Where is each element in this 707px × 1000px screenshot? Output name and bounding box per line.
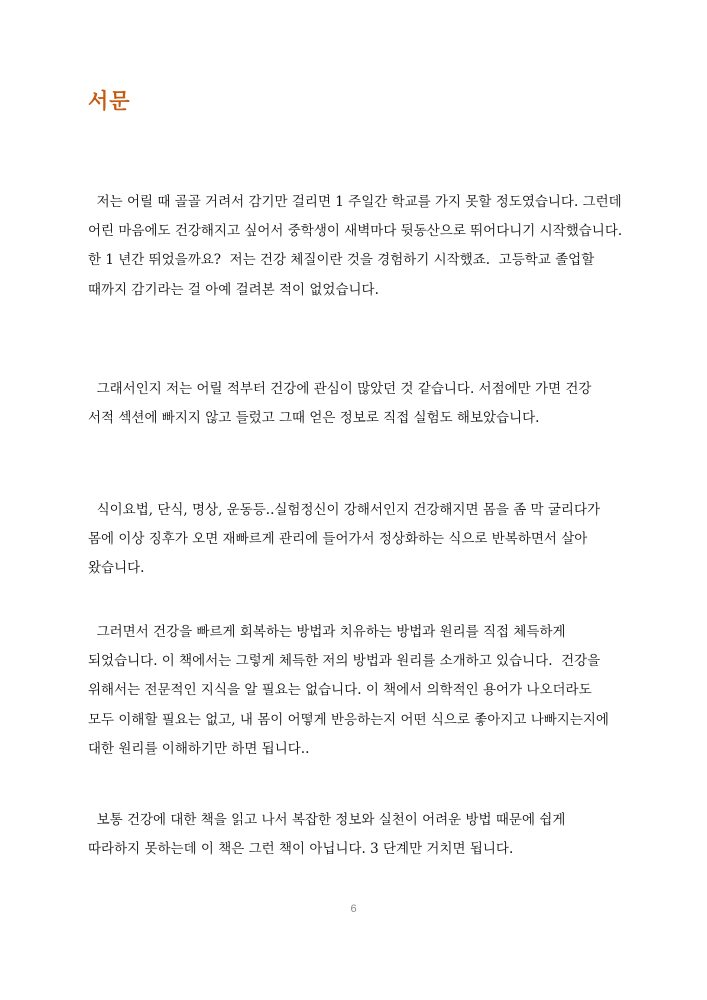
paragraph-4	[88, 618, 620, 764]
paragraph-line: 저는 어릴 때 골골 거려서 감기만 걸리면 1 주일간 학교를 가지 못할 정도였습니다. 그런데	[88, 194, 622, 210]
paragraph-line: 그러면서 건강을 빠르게 회복하는 방법과 치유하는 방법과 원리를 직접 체득하게	[88, 624, 566, 640]
paragraph-line: 몸에 이상 징후가 오면 재빠르게 관리에 들어가서 정상화하는 식으로 반복하면서 살아	[88, 531, 588, 548]
page-title: 서문	[88, 89, 131, 113]
paragraph-1	[88, 188, 623, 305]
paragraph-line: 때까지 감기라는 걸 아예 걸려본 적이 없었습니다.	[88, 281, 379, 298]
paragraph-line: 그래서인지 저는 어릴 적부터 건강에 관심이 많았던 것 같습니다. 서점에만 가면 건강	[88, 381, 592, 397]
paragraph-line: 보통 건강에 대한 책을 읽고 나서 복잡한 정보와 실천이 어려운 방법 때문에 쉽게	[88, 812, 566, 828]
paragraph-2	[88, 375, 620, 433]
paragraph-line: 서적 섹션에 빠지지 않고 들렀고 그때 얻은 정보로 직접 실험도 해보았습니다.	[88, 410, 540, 427]
paragraph-line: 어린 마음에도 건강해지고 싶어서 중학생이 새벽마다 뒷동산으로 뛰어다니기 시작했습니다.	[88, 223, 623, 240]
paragraph-3	[88, 496, 620, 584]
paragraph-5	[88, 806, 620, 864]
paragraph-line: 따라하지 못하는데 이 책은 그런 책이 아닙니다. 3 단계만 거치면 됩니다.	[88, 841, 514, 858]
paragraph-line: 왔습니다.	[88, 560, 145, 577]
paragraph-line: 식이요법, 단식, 명상, 운동등..실험정신이 강해서인지 건강해지면 몸을 좀 막 굴리다가	[88, 502, 601, 518]
paragraph-line: 대한 원리를 이해하기만 하면 됩니다..	[88, 740, 310, 757]
paragraph-line: 한 1 년간 뛰었을까요? 저는 건강 체질이란 것을 경험하기 시작했죠. 고등학교 졸업할	[88, 252, 595, 269]
page-number: 6	[350, 903, 357, 915]
paragraph-line: 모두 이해할 필요는 없고, 내 몸이 어떻게 반응하는지 어떤 식으로 좋아지고 나빠지는지에	[88, 711, 609, 728]
paragraph-line: 되었습니다. 이 책에서는 그렇게 체득한 저의 방법과 원리를 소개하고 있습니다. 건강을	[88, 653, 601, 670]
paragraph-line: 위해서는 전문적인 지식을 알 필요는 없습니다. 이 책에서 의학적인 용어가 나오더라도	[88, 682, 592, 699]
